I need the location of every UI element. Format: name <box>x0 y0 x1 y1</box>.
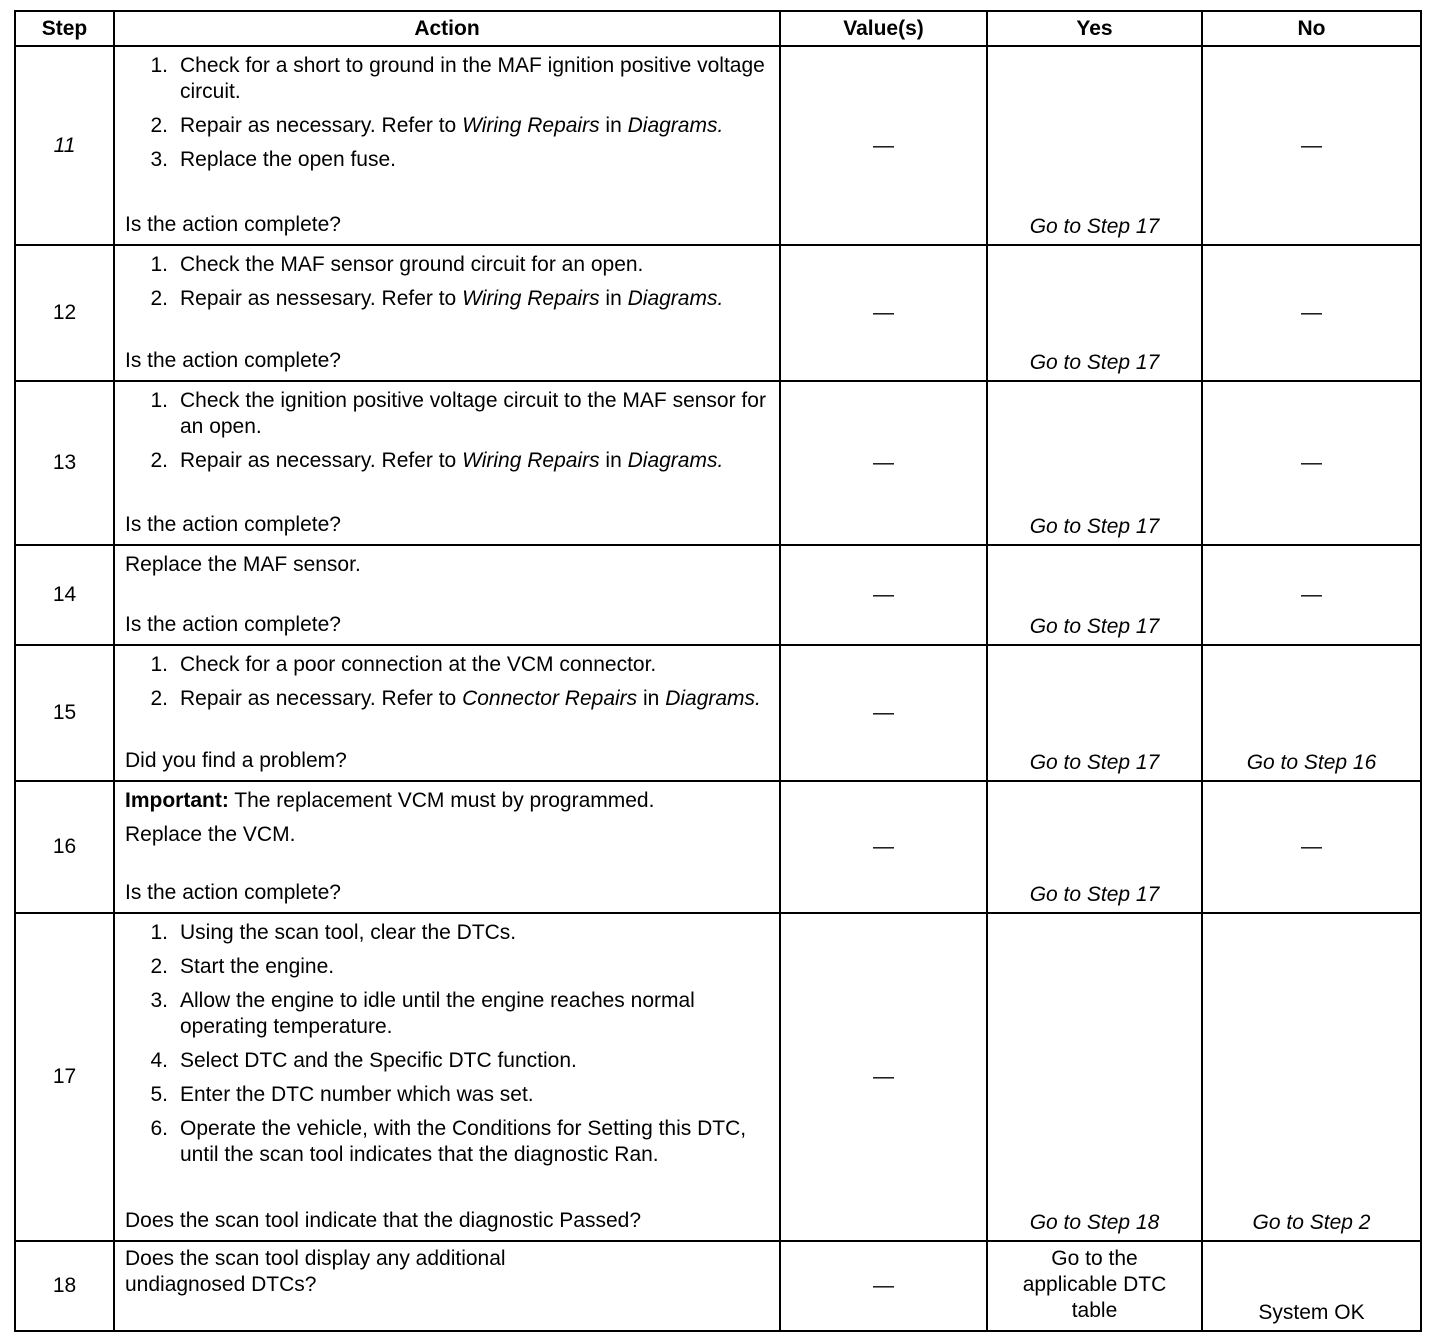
list-item: 2. Start the engine. <box>150 955 335 978</box>
table-row-step-17 <box>15 913 1421 1241</box>
header-step: Step <box>15 11 114 46</box>
header-values: Value(s) <box>780 11 987 46</box>
list-item: 1. Check for a short to ground in the MAF ignition positive voltage circuit. <box>150 54 765 103</box>
important-label: Important: <box>125 789 229 812</box>
table-row-step-14 <box>15 545 1421 645</box>
value-cell: — <box>780 913 987 1241</box>
list-item: 3. Replace the open fuse. <box>150 148 396 171</box>
no-cell: — <box>1202 245 1421 381</box>
step-number: 17 <box>15 913 114 1241</box>
diagrams-ref: Diagrams. <box>627 114 724 137</box>
yes-cell: Go to Step 18 <box>987 913 1202 1241</box>
list-item: 1. Check the ignition positive voltage circuit to the MAF sensor for an open. <box>150 389 766 438</box>
value-cell: — <box>780 645 987 781</box>
question-text: Did you find a problem? <box>125 749 347 772</box>
list-item: 4. Select DTC and the Specific DTC function. <box>150 1049 577 1072</box>
question-text: Does the scan tool display any additional undiagnosed DTCs? <box>125 1247 506 1296</box>
yes-cell: Go to Step 17 <box>987 46 1202 245</box>
diagrams-ref: Diagrams. <box>665 687 761 710</box>
step-number: 15 <box>15 645 114 781</box>
diagnostic-table <box>14 10 1422 1332</box>
step-number: 12 <box>15 245 114 381</box>
action-text: Replace the MAF sensor. <box>125 553 361 576</box>
header-row <box>15 11 1421 46</box>
header-no: No <box>1202 11 1421 46</box>
yes-cell: Go to Step 17 <box>987 645 1202 781</box>
step-number: 18 <box>15 1241 114 1331</box>
yes-text: Go to the applicable DTC table <box>1022 1247 1167 1322</box>
action-cell <box>114 545 780 645</box>
wiring-repairs-ref: Wiring Repairs <box>462 449 600 472</box>
diagrams-ref: Diagrams. <box>627 287 724 310</box>
question-text: Is the action complete? <box>125 613 341 636</box>
list-item: 3. Allow the engine to idle until the engine reaches normal operating temperature. <box>150 989 695 1038</box>
action-cell <box>114 1241 780 1331</box>
question-text: Is the action complete? <box>125 513 341 536</box>
question-text: Is the action complete? <box>125 881 341 904</box>
action-cell <box>114 645 780 781</box>
header-action: Action <box>114 11 780 46</box>
list-item: 1. Check the MAF sensor ground circuit for an open. <box>150 253 644 276</box>
list-item: 2. Repair as nessesary. Refer to Wiring Repairs in Diagrams. <box>150 287 724 310</box>
table-row-step-18 <box>15 1241 1421 1331</box>
no-cell: — <box>1202 381 1421 545</box>
connector-repairs-ref: Connector Repairs <box>462 687 638 710</box>
step-number: 14 <box>15 545 114 645</box>
no-cell: Go to Step 2 <box>1202 913 1421 1241</box>
wiring-repairs-ref: Wiring Repairs <box>462 287 600 310</box>
table-row-step-13 <box>15 381 1421 545</box>
wiring-repairs-ref: Wiring Repairs <box>462 114 600 137</box>
diagnostic-table-container <box>14 10 1420 1332</box>
value-cell: — <box>780 545 987 645</box>
yes-cell: Go to Step 17 <box>987 381 1202 545</box>
diagrams-ref: Diagrams. <box>627 449 724 472</box>
table-row-step-11 <box>15 46 1421 245</box>
yes-cell: Go to Step 17 <box>987 545 1202 645</box>
action-cell <box>114 381 780 545</box>
table-row-step-16 <box>15 781 1421 913</box>
action-text: Replace the VCM. <box>125 823 296 846</box>
value-cell: — <box>780 781 987 913</box>
no-cell: — <box>1202 781 1421 913</box>
question-text: Does the scan tool indicate that the diagnostic Passed? <box>125 1209 641 1232</box>
no-cell: — <box>1202 46 1421 245</box>
value-cell: — <box>780 1241 987 1331</box>
action-cell <box>114 781 780 913</box>
list-item: 2. Repair as necessary. Refer to Connector Repairs in Diagrams. <box>150 687 761 710</box>
list-item: 5. Enter the DTC number which was set. <box>150 1083 534 1106</box>
action-cell <box>114 46 780 245</box>
list-item: 1. Using the scan tool, clear the DTCs. <box>150 921 517 944</box>
value-cell: — <box>780 381 987 545</box>
list-item: 6. Operate the vehicle, with the Conditions for Setting this DTC, until the scan tool indicates that the diagnostic Ran. <box>150 1117 747 1166</box>
value-cell: — <box>780 46 987 245</box>
list-item: 2. Repair as necessary. Refer to Wiring Repairs in Diagrams. <box>150 114 724 137</box>
list-item: 1. Check for a poor connection at the VCM connector. <box>150 653 657 676</box>
question-text: Is the action complete? <box>125 349 341 372</box>
question-text: Is the action complete? <box>125 213 341 236</box>
no-cell: System OK <box>1202 1241 1421 1331</box>
action-cell <box>114 913 780 1241</box>
action-cell <box>114 245 780 381</box>
important-note: Important: The replacement VCM must by programmed. <box>125 789 655 812</box>
list-item: 2. Repair as necessary. Refer to Wiring Repairs in Diagrams. <box>150 449 724 472</box>
value-cell: — <box>780 245 987 381</box>
yes-cell: Go to Step 17 <box>987 781 1202 913</box>
step-number: 16 <box>15 781 114 913</box>
yes-cell <box>987 1241 1202 1331</box>
header-yes: Yes <box>987 11 1202 46</box>
table-row-step-12 <box>15 245 1421 381</box>
table-row-step-15 <box>15 645 1421 781</box>
step-number: 13 <box>15 381 114 545</box>
yes-cell: Go to Step 17 <box>987 245 1202 381</box>
no-cell: — <box>1202 545 1421 645</box>
no-cell: Go to Step 16 <box>1202 645 1421 781</box>
step-number: 11 <box>15 46 114 245</box>
